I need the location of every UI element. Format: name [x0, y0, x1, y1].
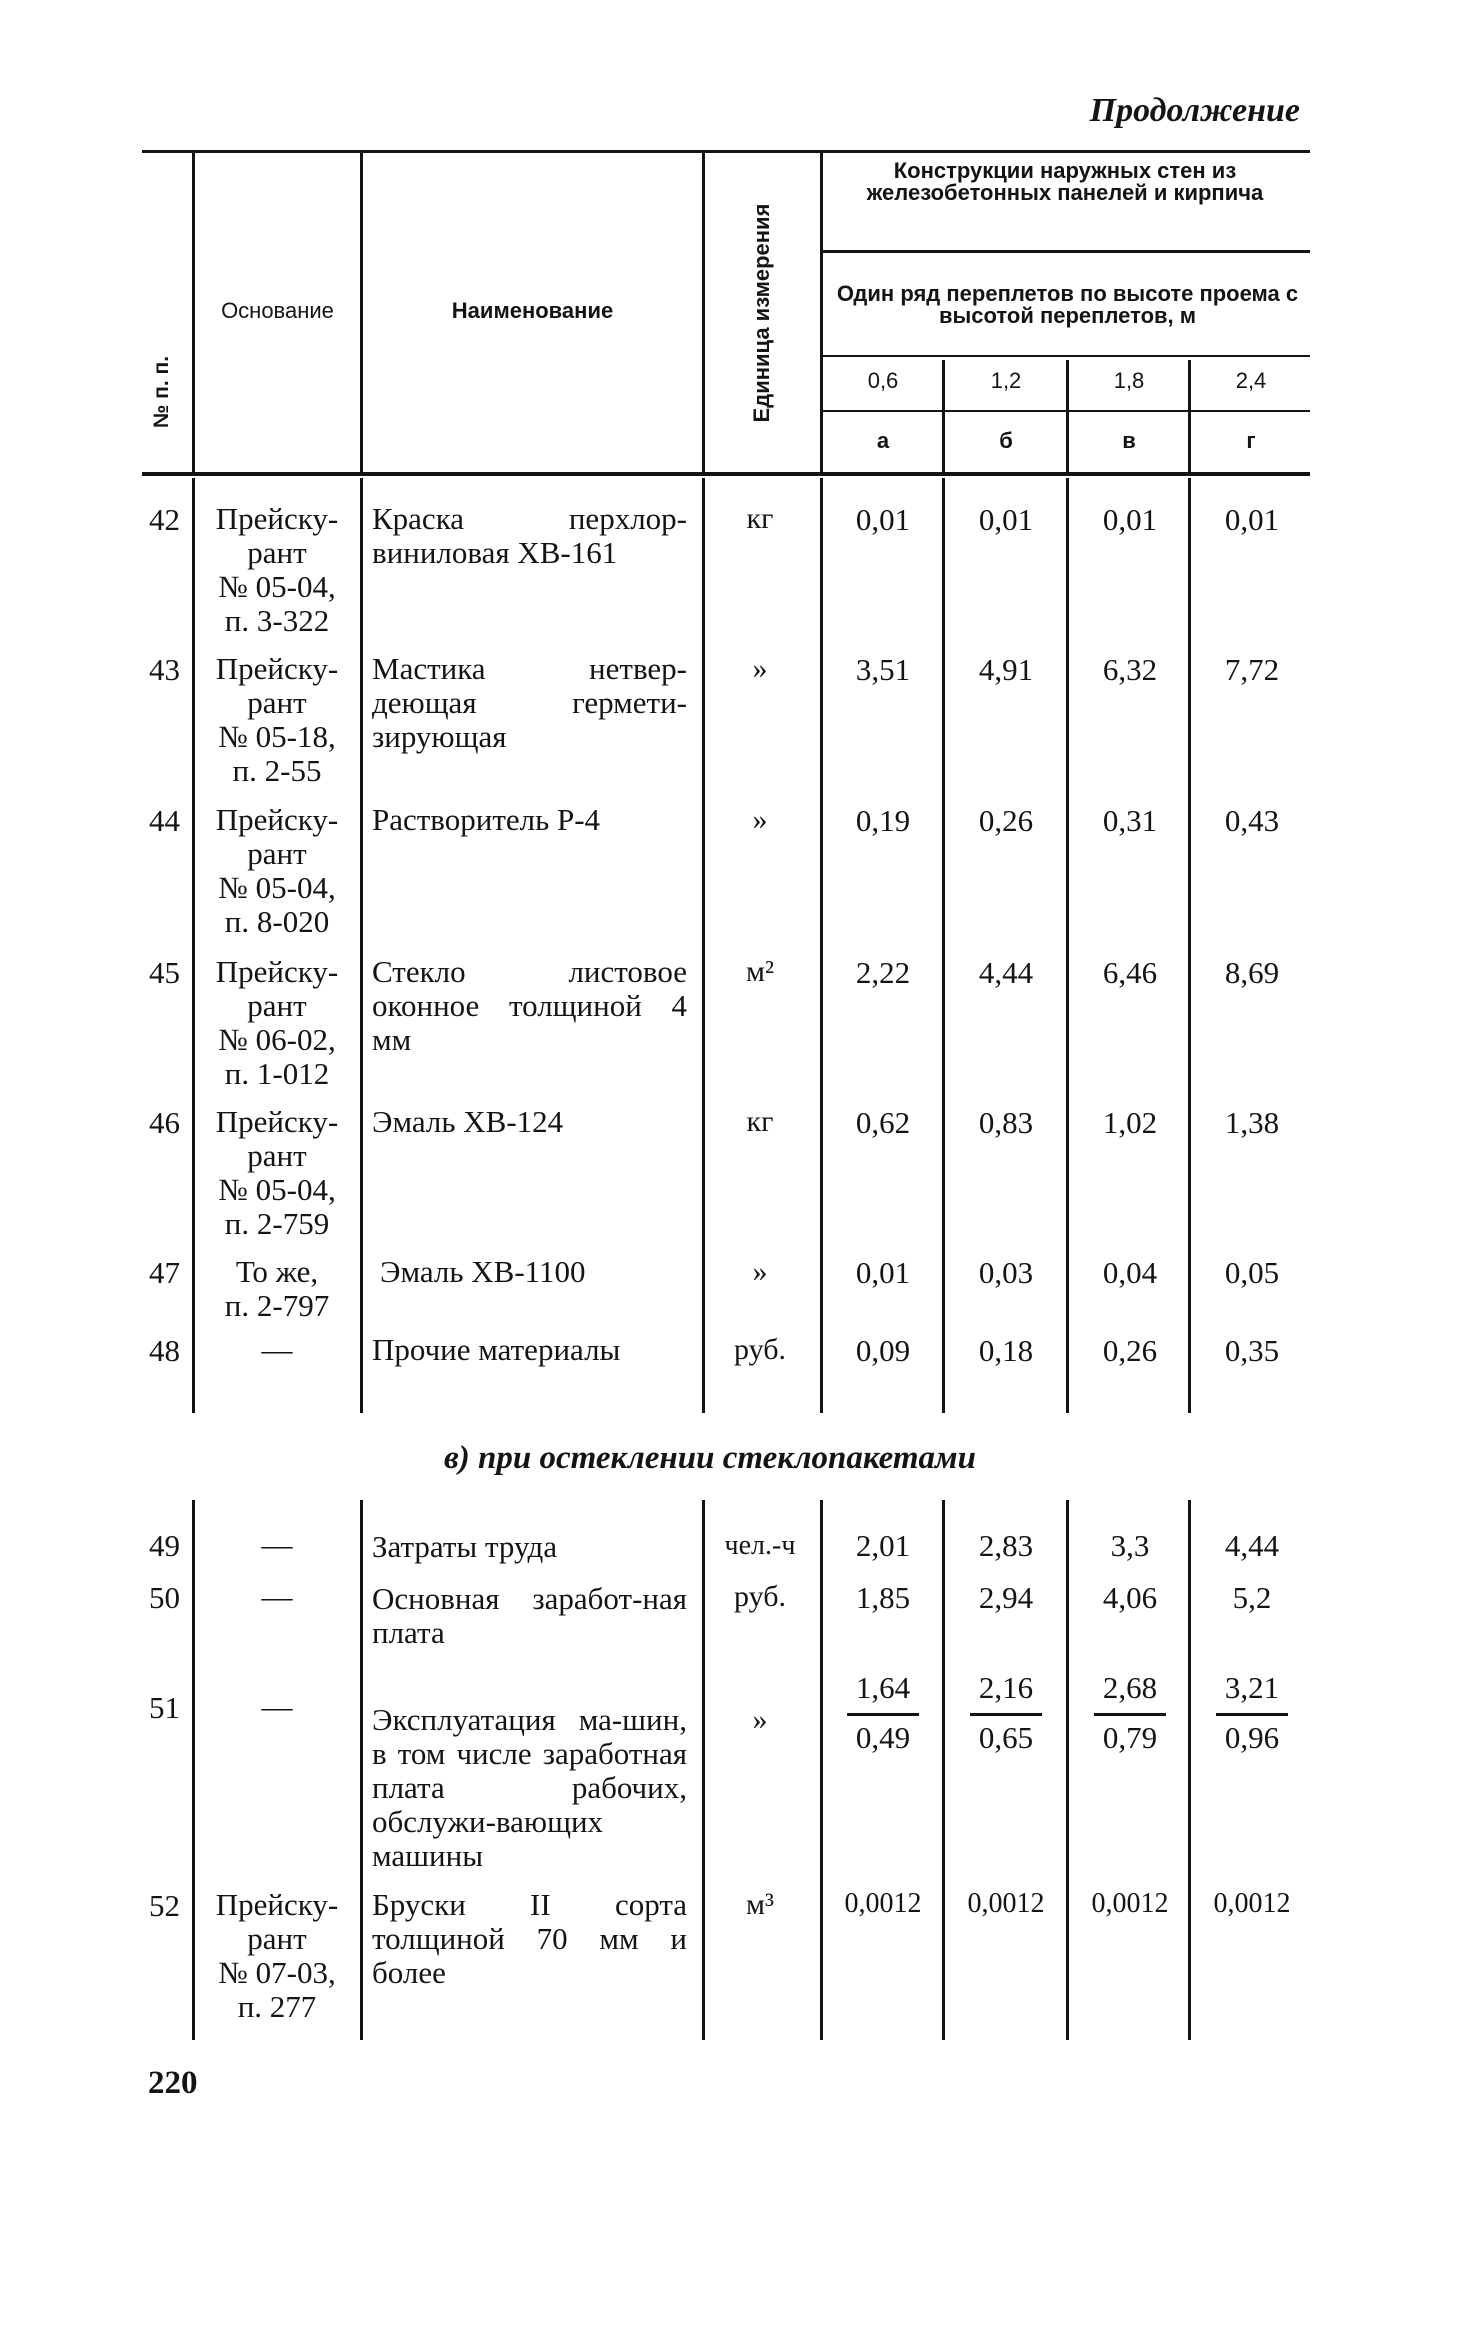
row-unit: »	[752, 652, 768, 685]
row-number: 47	[149, 1255, 180, 1290]
row-value: 0,26	[978, 803, 1034, 838]
row-name: Эксплуатация ма-шин, в том числе заработная плата рабочих, обслужи-вающих машины	[372, 1702, 687, 1873]
row-value: 0,01	[1224, 502, 1280, 537]
fraction-numerator: 2,68	[1102, 1670, 1158, 1705]
row-value: 6,46	[1102, 955, 1158, 990]
row-name: Прочие материалы	[372, 1332, 621, 1367]
subgroup-divider	[823, 355, 1310, 357]
row-basis: —	[261, 1332, 293, 1367]
row-value: 8,69	[1224, 955, 1280, 990]
row-unit: чел.-ч	[724, 1530, 796, 1561]
row-basis: —	[261, 1689, 293, 1724]
row-value: 0,0012	[967, 1888, 1045, 1919]
row-name: Растворитель Р-4	[372, 802, 601, 837]
row-basis: Прейску- рант № 07-03, п. 277	[215, 1887, 339, 2024]
row-value: 4,44	[978, 955, 1034, 990]
row-value: 4,06	[1102, 1580, 1158, 1615]
row-value: 7,72	[1224, 652, 1280, 687]
row-number: 46	[149, 1105, 180, 1140]
header-subgroup-title: Один ряд переплетов по высоте проема с высотой переплетов, м	[836, 281, 1299, 328]
fraction-numerator: 1,64	[855, 1670, 911, 1705]
row-value: 3,3	[1110, 1528, 1150, 1563]
col-divider-4	[820, 153, 823, 473]
row-value: 0,18	[978, 1333, 1034, 1368]
row-number: 48	[149, 1333, 180, 1368]
continuation-label: Продолжение	[1089, 92, 1300, 129]
row-number: 43	[149, 652, 180, 687]
row-basis: Прейску- рант № 06-02, п. 1-012	[215, 954, 339, 1091]
row-basis: Прейску- рант № 05-04, п. 2-759	[215, 1104, 339, 1241]
fraction-denominator: 0,65	[978, 1720, 1034, 1755]
fraction-denominator: 0,96	[1224, 1720, 1280, 1755]
row-value: 0,43	[1224, 803, 1280, 838]
body-b-divider-2	[360, 1500, 363, 2040]
row-name: Эмаль ХВ-1100	[380, 1254, 586, 1289]
row-value: 2,01	[855, 1528, 911, 1563]
row-value: 4,44	[1224, 1528, 1280, 1563]
letter-g: г	[1246, 428, 1256, 453]
row-name: Эмаль ХВ-124	[372, 1104, 564, 1139]
row-value: 0,0012	[844, 1888, 922, 1919]
row-number: 49	[149, 1528, 180, 1563]
row-value: 0,35	[1224, 1333, 1280, 1368]
fraction-denominator: 0,79	[1102, 1720, 1158, 1755]
body-divider-6	[1066, 478, 1069, 1413]
row-unit: м²	[746, 955, 774, 988]
row-value: 1,38	[1224, 1105, 1280, 1140]
col-divider-3	[702, 153, 705, 473]
height-v: 1,8	[1113, 368, 1145, 393]
fraction-bar	[970, 1713, 1042, 1716]
row-value: 0,09	[855, 1333, 911, 1368]
row-value: 2,94	[978, 1580, 1034, 1615]
row-basis: —	[261, 1527, 293, 1562]
row-number: 45	[149, 955, 180, 990]
row-value: 0,19	[855, 803, 911, 838]
row-value: 0,01	[1102, 502, 1158, 537]
row-value: 1,85	[855, 1580, 911, 1615]
row-unit: »	[752, 1703, 768, 1736]
header-name: Наименование	[451, 298, 614, 323]
row-value: 2,83	[978, 1528, 1034, 1563]
header-unit: Единица измерения	[749, 203, 774, 423]
row-number: 42	[149, 502, 180, 537]
letter-a: а	[876, 428, 890, 453]
row-value: 4,91	[978, 652, 1034, 687]
fraction-denominator: 0,49	[855, 1720, 911, 1755]
fraction-bar	[847, 1713, 919, 1716]
fraction-bar	[1094, 1713, 1166, 1716]
row-value: 0,01	[855, 1255, 911, 1290]
row-value: 0,01	[978, 502, 1034, 537]
row-name: Мастика нетвер-деющая гермети-зирующая	[372, 651, 687, 754]
row-value: 0,03	[978, 1255, 1034, 1290]
row-unit: »	[752, 1255, 768, 1288]
height-g: 2,4	[1235, 368, 1267, 393]
row-basis: Прейску- рант № 05-04, п. 3-322	[215, 501, 339, 638]
body-b-divider-1	[192, 1500, 195, 2040]
row-unit: кг	[746, 1105, 774, 1138]
row-number: 52	[149, 1888, 180, 1923]
row-value: 2,22	[855, 955, 911, 990]
row-value: 0,0012	[1091, 1888, 1169, 1919]
letter-b: б	[999, 428, 1013, 453]
group-divider	[823, 250, 1310, 253]
row-basis: —	[261, 1579, 293, 1614]
row-value: 0,26	[1102, 1333, 1158, 1368]
row-name: Стекло листовое оконное толщиной 4 мм	[372, 954, 687, 1057]
row-number: 51	[149, 1690, 180, 1725]
letter-v: в	[1122, 428, 1136, 453]
row-unit: руб.	[734, 1333, 786, 1366]
height-a: 0,6	[867, 368, 899, 393]
row-name: Бруски II сорта толщиной 70 мм и более	[372, 1887, 687, 1990]
fraction-numerator: 2,16	[978, 1670, 1034, 1705]
header-basis: Основание	[221, 298, 334, 323]
body-b-divider-6	[1066, 1500, 1069, 2040]
row-number: 50	[149, 1580, 180, 1615]
fraction-bar	[1216, 1713, 1288, 1716]
fraction-numerator: 3,21	[1224, 1670, 1280, 1705]
section-title: в) при остеклении стеклопакетами	[444, 1440, 976, 1476]
row-value: 0,31	[1102, 803, 1158, 838]
row-value: 0,83	[978, 1105, 1034, 1140]
body-divider-2	[360, 478, 363, 1413]
row-value: 5,2	[1232, 1580, 1272, 1615]
row-value: 0,04	[1102, 1255, 1158, 1290]
row-basis: То же, п. 2-797	[224, 1254, 330, 1323]
row-basis: Прейску- рант № 05-04, п. 8-020	[215, 802, 339, 939]
page-number: 220	[148, 2065, 198, 2101]
row-value: 6,32	[1102, 652, 1158, 687]
row-value: 0,05	[1224, 1255, 1280, 1290]
row-name: Краска перхлор-виниловая ХВ-161	[372, 501, 687, 570]
row-value: 1,02	[1102, 1105, 1158, 1140]
row-value: 0,01	[855, 502, 911, 537]
row-unit: кг	[746, 502, 774, 535]
row-value: 3,51	[855, 652, 911, 687]
header-group-title: Конструкции наружных стен из железобетонных панелей и кирпича	[866, 158, 1264, 205]
row-number: 44	[149, 803, 180, 838]
row-basis: Прейску- рант № 05-18, п. 2-55	[215, 651, 339, 788]
row-unit: м³	[746, 1888, 774, 1921]
row-value: 0,0012	[1213, 1888, 1291, 1919]
row-unit: »	[752, 803, 768, 836]
row-name: Основная заработ-ная плата	[372, 1581, 687, 1650]
header-bottom-rule	[142, 472, 1310, 476]
header-num: № п. п.	[150, 355, 173, 429]
row-name: Затраты труда	[372, 1529, 558, 1564]
table-top-rule	[142, 150, 1310, 153]
body-divider-1	[192, 478, 195, 1413]
row-value: 0,62	[855, 1105, 911, 1140]
row-unit: руб.	[734, 1580, 786, 1613]
height-b: 1,2	[990, 368, 1022, 393]
